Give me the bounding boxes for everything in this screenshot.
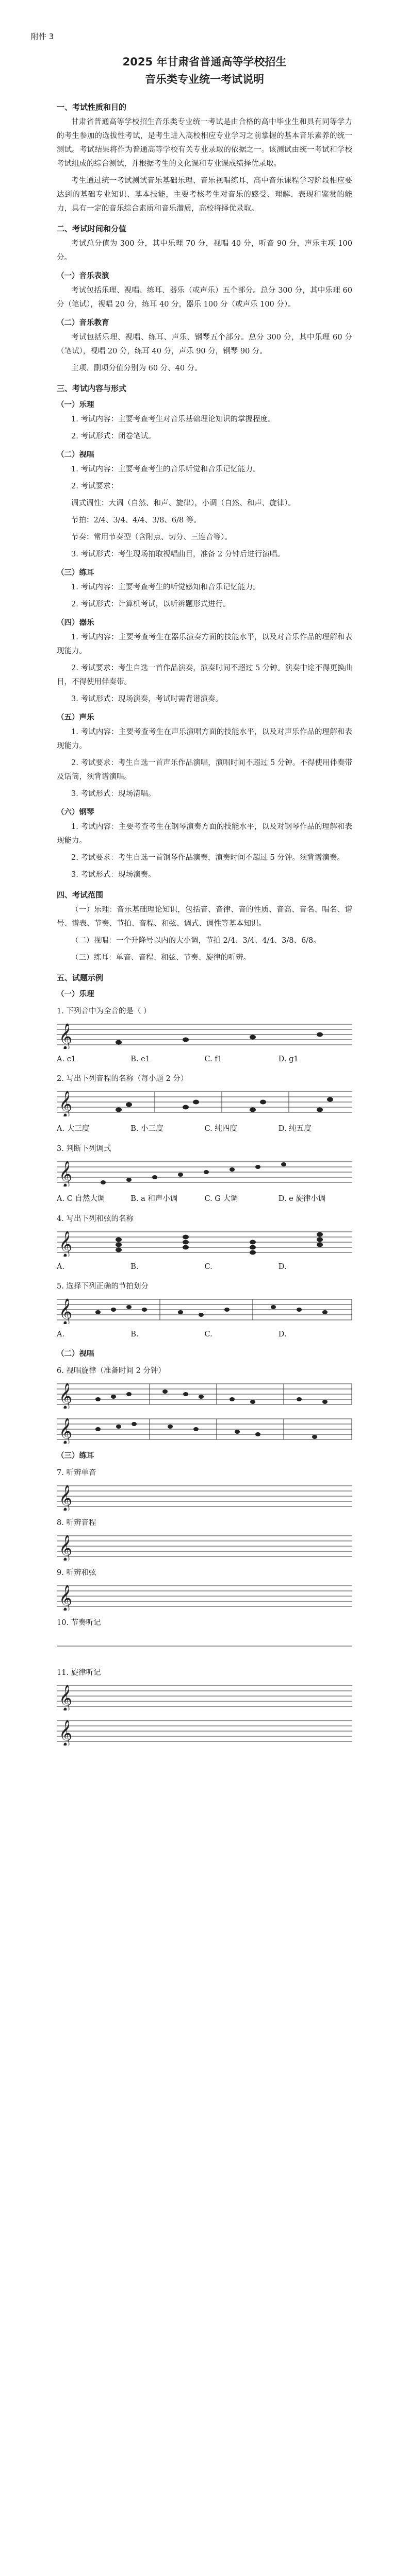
section-3-heading: 三、考试内容与形式 (57, 384, 127, 393)
document-subtitle: 音乐类专业统一考试说明 (145, 73, 264, 86)
music-staff (57, 1532, 352, 1561)
section-2-heading: 二、考试时间和分值 (57, 224, 127, 233)
paragraph: 3. 考试形式：考生现场抽取视唱曲目，准备 2 分钟后进行演唱。 (71, 550, 285, 558)
option-d[interactable]: D. e 旋律小调 (278, 1195, 326, 1203)
paragraph: 考生通过统一考试测试音乐基础乐理、音乐视唱练耳，高中音乐课程学习阶段相应要达到的基础专业知识、基本技能，主要考核考生对音乐的感受、理解、表现和鉴赏的能力，具有一定的音乐综合素质和音乐潜质，高校将择优录取。 (57, 177, 352, 213)
section-4-heading: 四、考试范围 (57, 890, 104, 900)
paragraph: （一）乐理：音乐基础理论知识，包括音、音律、音的性质、音高、音名、唱名、谱号、谱表、节奏、节拍、音程、和弦、调式、调性等基本知识。 (57, 906, 352, 928)
subsection-heading: （六）钢琴 (57, 808, 94, 817)
svg-text:𝄞: 𝄞 (59, 1091, 73, 1116)
svg-text:𝄞: 𝄞 (59, 1720, 73, 1745)
paragraph: 3. 考试形式：现场清唱。 (71, 790, 156, 798)
paragraph: 节奏：常用节奏型（含附点、切分、三连音等）。 (71, 533, 232, 541)
question-2: 2. 写出下列音程的名称（每小题 2 分） (57, 1075, 188, 1083)
music-staff (57, 1020, 352, 1049)
option-c[interactable]: C. 纯四度 (204, 1125, 237, 1133)
question-9: 9. 听辨和弦 (57, 1569, 96, 1577)
paragraph: 2. 考试要求：考生自选一首钢琴作品演奏，演奏时间不超过 5 分钟。须背谱演奏。 (71, 854, 345, 862)
paragraph: 2. 考试要求：考生自选一首作品演奏，演奏时间不超过 5 分钟。演奏中途不得更换曲目，不得使用伴奏带。 (57, 664, 352, 686)
paragraph: 1. 考试内容：主要考查考生在钢琴演奏方面的技能水平，以及对钢琴作品的理解和表现能力。 (57, 823, 352, 845)
music-staff (57, 1295, 352, 1324)
subsection-heading: （五）声乐 (57, 714, 94, 722)
option-a[interactable]: A. C 自然大调 (57, 1195, 105, 1203)
music-staff (57, 1632, 352, 1660)
svg-text:𝄞: 𝄞 (59, 1231, 73, 1257)
paragraph: 考试包括乐理、视唱、练耳、声乐、钢琴五个部分。总分 300 分，其中乐理 60 分（笔试），视唱 20 分，练耳 40 分，声乐 90 分，钢琴 90 分。 (57, 333, 352, 355)
paragraph: 主项、副项分值分别为 60 分、40 分。 (71, 364, 202, 372)
svg-text:𝄞: 𝄞 (59, 1685, 73, 1710)
section-1-heading: 一、考试性质和目的 (57, 103, 127, 112)
option-a[interactable]: A. (57, 1330, 65, 1338)
section-5-heading: 五、试题示例 (57, 973, 104, 982)
music-staff (57, 1682, 352, 1710)
answer-options (57, 1263, 352, 1271)
option-c[interactable]: C. (204, 1263, 212, 1271)
option-a[interactable]: A. (57, 1263, 65, 1271)
subsection-heading: （一）乐理 (57, 990, 94, 998)
music-staff (57, 1380, 352, 1409)
question-3: 3. 判断下列调式 (57, 1145, 111, 1153)
subsection-heading: （一）乐理 (57, 401, 94, 409)
music-staff (57, 1228, 352, 1257)
attachment-label: 附件 3 (31, 32, 54, 41)
music-staff (57, 1717, 352, 1745)
paragraph: 调式调性：大调（自然、和声、旋律），小调（自然、和声、旋律）。 (71, 499, 296, 507)
music-staff (57, 1582, 352, 1611)
paragraph: （二）视唱：一个升降号以内的大小调，节拍 2/4、3/4、4/4、3/8、6/8。 (71, 937, 321, 945)
paragraph: 考试总分值为 300 分，其中乐理 70 分，视唱 40 分，听音 90 分，声乐主项 100 分。 (57, 240, 352, 262)
option-a[interactable]: A. c1 (57, 1055, 76, 1063)
subsection-heading: （一）音乐表演 (57, 272, 109, 280)
paragraph: 1. 考试内容：主要考查考生在器乐演奏方面的技能水平，以及对音乐作品的理解和表现能力。 (57, 633, 352, 655)
option-b[interactable]: B. e1 (130, 1055, 150, 1063)
question-10: 10. 节奏听记 (57, 1619, 101, 1627)
svg-text:𝄞: 𝄞 (59, 1585, 73, 1611)
paragraph: 2. 考试形式：闭卷笔试。 (71, 432, 156, 440)
paragraph: 2. 考试要求：考生自选一首声乐作品演唱，演唱时间不超过 5 分钟。不得使用伴奏带及话筒，须背谱演唱。 (57, 759, 352, 781)
music-staff (57, 1088, 352, 1116)
music-staff (57, 1482, 352, 1511)
option-c[interactable]: C. (204, 1330, 212, 1338)
question-5: 5. 选择下列正确的节拍划分 (57, 1282, 149, 1291)
paragraph: （三）练耳：单音、音程、和弦、节奏、旋律的听辨。 (71, 954, 251, 962)
option-d[interactable]: D. (278, 1330, 287, 1338)
svg-text:𝄞: 𝄞 (59, 1535, 73, 1561)
subsection-heading: （二）视唱 (57, 451, 94, 459)
option-a[interactable]: A. 大三度 (57, 1125, 90, 1133)
paragraph: 1. 考试内容：主要考查考生对音乐基础理论知识的掌握程度。 (71, 415, 275, 423)
option-c[interactable]: C. f1 (204, 1055, 222, 1063)
option-d[interactable]: D. g1 (278, 1055, 299, 1063)
subsection-heading: （三）练耳 (57, 1452, 94, 1460)
answer-options (57, 1123, 352, 1133)
music-staff (57, 1415, 352, 1444)
paragraph: 2. 考试要求： (71, 482, 118, 490)
question-7: 7. 听辨单音 (57, 1469, 96, 1477)
paragraph: 2. 考试形式：计算机考试，以听辨题形式进行。 (71, 600, 231, 608)
paragraph: 甘肃省普通高等学校招生音乐类专业统一考试是由合格的高中毕业生和具有同等学力的考生参加的选拔性考试，是考生进入高校相应专业学习之前掌握的基本音乐素养的统一测试。考试结果将作为普通高等学校有关专业录取的依据之一。该测试由统一考试和学校考试组成的综合测试，并根据考生的文化课和专业课成绩择优录取。 (57, 118, 352, 168)
svg-text:𝄞: 𝄞 (59, 1418, 73, 1444)
option-d[interactable]: D. (278, 1263, 287, 1271)
svg-text:𝄞: 𝄞 (59, 1298, 73, 1324)
option-b[interactable]: B. (130, 1263, 139, 1271)
paragraph: 3. 考试形式：现场演奏。 (71, 871, 156, 879)
subsection-heading: （三）练耳 (57, 569, 94, 577)
question-1: 1. 下列音中为全音的是（ ） (57, 1007, 151, 1015)
subsection-heading: （四）器乐 (57, 619, 94, 627)
paragraph: 1. 考试内容：主要考查考生在声乐演唱方面的技能水平，以及对声乐作品的理解和表现能力。 (57, 728, 352, 750)
option-d[interactable]: D. 纯五度 (278, 1125, 312, 1133)
paragraph: 3. 考试形式：现场演奏，考试时需背谱演奏。 (71, 695, 223, 703)
answer-options (57, 1193, 352, 1204)
answer-options (57, 1055, 352, 1063)
question-4: 4. 写出下列和弦的名称 (57, 1215, 134, 1223)
question-6: 6. 视唱旋律（准备时间 2 分钟） (57, 1367, 166, 1375)
paragraph: 1. 考试内容：主要考查考生的音乐听觉和音乐记忆能力。 (71, 465, 260, 473)
subsection-heading: （二）视唱 (57, 1350, 94, 1358)
question-11: 11. 旋律听记 (57, 1669, 101, 1677)
music-staff (57, 1158, 352, 1187)
answer-options (57, 1330, 352, 1338)
svg-text:𝄞: 𝄞 (59, 1383, 73, 1409)
question-8: 8. 听辨音程 (57, 1519, 96, 1527)
paragraph: 节拍：2/4、3/4、4/4、3/8、6/8 等。 (71, 516, 201, 524)
document-title: 2025 年甘肃省普通高等学校招生 (122, 56, 287, 68)
svg-text:𝄞: 𝄞 (59, 1485, 73, 1511)
paragraph: 1. 考试内容：主要考查考生的听觉感知和音乐记忆能力。 (71, 583, 260, 591)
option-b[interactable]: B. (130, 1330, 139, 1338)
option-b[interactable]: B. 小三度 (130, 1125, 163, 1133)
option-b[interactable]: B. a 和声小调 (130, 1195, 178, 1203)
subsection-heading: （二）音乐教育 (57, 319, 109, 327)
option-c[interactable]: C. G 大调 (204, 1195, 238, 1203)
svg-text:𝄞: 𝄞 (59, 1023, 73, 1049)
paragraph: 考试包括乐理、视唱、练耳、器乐（或声乐）五个部分。总分 300 分，其中乐理 60 分（笔试），视唱 20 分，练耳 40 分，器乐 100 分（或声乐 100 分）。 (57, 286, 352, 309)
svg-text:𝄞: 𝄞 (59, 1161, 73, 1187)
